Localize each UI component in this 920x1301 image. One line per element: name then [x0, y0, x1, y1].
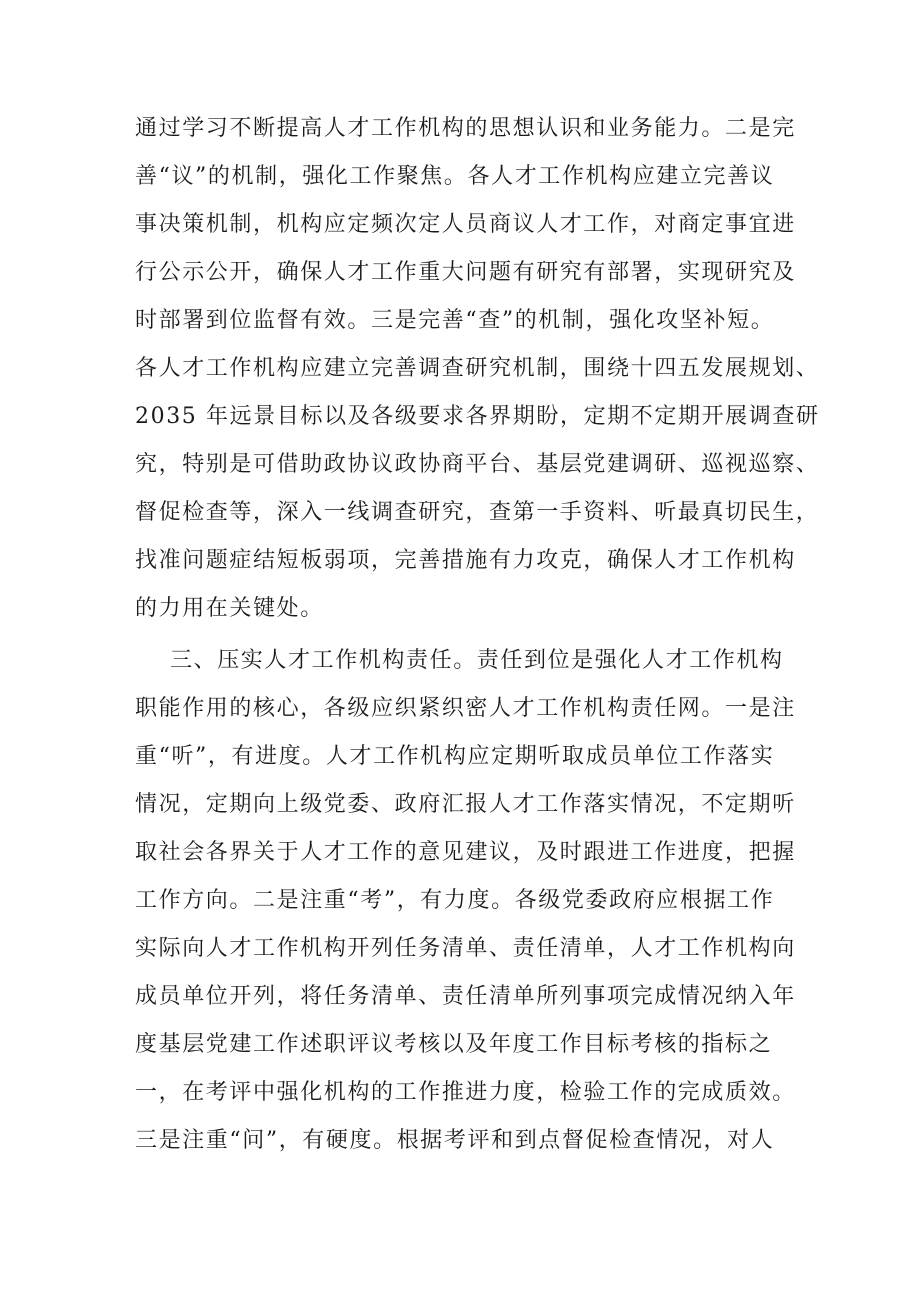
text-line: 工作方向。二是注重“考”，有力度。各级党委政府应根据工作	[135, 888, 775, 913]
text-line: 的力用在关键处。	[135, 596, 324, 621]
paragraph-first-line: 三、压实人才工作机构责任。责任到位是强化人才工作机构	[170, 648, 784, 673]
text-line: 2035 年远景目标以及各级要求各界期盼，定期不定期开展调查研	[135, 404, 820, 429]
text-line: 事决策机制，机构应定频次定人员商议人才工作，对商定事宜进	[135, 212, 796, 237]
text-line: 取社会各界关于人才工作的意见建议，及时跟进工作进度，把握	[135, 840, 796, 865]
text-line: 重“听”，有进度。人才工作机构应定期听取成员单位工作落实	[135, 744, 775, 769]
text-line: 三是注重“问”，有硬度。根据考评和到点督促检查情况，对人	[135, 1128, 775, 1153]
text-line: 实际向人才工作机构开列任务清单、责任清单，人才工作机构向	[135, 936, 796, 961]
text-line: 通过学习不断提高人才工作机构的思想认识和业务能力。二是完	[135, 116, 796, 141]
text-line: 督促检查等，深入一线调查研究，查第一手资料、听最真切民生，	[135, 500, 820, 525]
text-line: 度基层党建工作述职评议考核以及年度工作目标考核的指标之	[135, 1032, 773, 1057]
text-line: 职能作用的核心，各级应织紧织密人才工作机构责任网。一是注	[135, 696, 796, 721]
text-line: 行公示公开，确保人才工作重大问题有研究有部署，实现研究及	[135, 260, 796, 285]
text-line: 一，在考评中强化机构的工作推进力度，检验工作的完成质效。	[135, 1080, 796, 1105]
text-line: 善“议”的机制，强化工作聚焦。各人才工作机构应建立完善议	[135, 164, 775, 189]
text-line: 各人才工作机构应建立完善调查研究机制，围绕十四五发展规划、	[135, 356, 820, 381]
text-line: 找准问题症结短板弱项，完善措施有力攻克，确保人才工作机构	[135, 548, 796, 573]
text-line: 成员单位开列，将任务清单、责任清单所列事项完成情况纳入年	[135, 984, 796, 1009]
text-line: 究，特别是可借助政协议政协商平台、基层党建调研、巡视巡察、	[135, 452, 820, 477]
text-line: 情况，定期向上级党委、政府汇报人才工作落实情况，不定期听	[135, 792, 796, 817]
text-line: 时部署到位监督有效。三是完善“查”的机制，强化攻坚补短。	[135, 308, 775, 333]
